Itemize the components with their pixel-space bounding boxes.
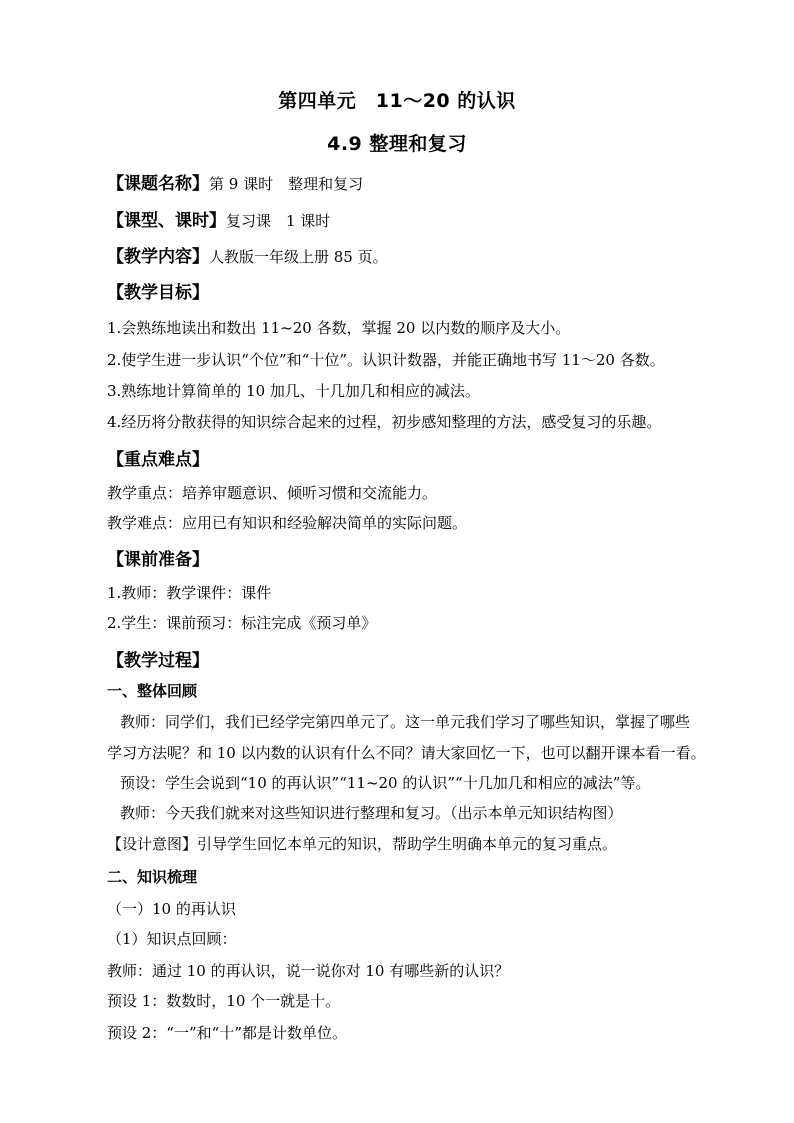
lesson-name-row bbox=[107, 173, 363, 195]
key-point-item: 教学难点：应用已有知识和经验解决简单的实际问题。 bbox=[107, 514, 468, 532]
lesson-title: 4.9 整理和复习 bbox=[327, 133, 467, 155]
paragraph-line: 教师：同学们，我们已经学完第四单元了。这一单元我们学习了哪些知识，掌握了哪些 bbox=[120, 713, 691, 731]
design-intent-row bbox=[107, 834, 617, 854]
goal-item: 2.使学生进一步认识“个位”和“十位”。认识计数器，并能正确地书写 11～20 各数。 bbox=[107, 351, 665, 369]
goals-label: 【教学目标】 bbox=[107, 283, 209, 303]
section-title: 一、整体回顾 bbox=[107, 682, 198, 700]
preparation-item: 2.学生：课前预习：标注完成《预习单》 bbox=[107, 614, 377, 632]
paragraph-line: 预设 2：“一”和“十”都是计数单位。 bbox=[107, 1024, 347, 1042]
teaching-content-value: 人教版一年级上册 85 页。 bbox=[209, 248, 388, 266]
process-label: 【教学过程】 bbox=[107, 651, 209, 671]
subsection-title: （1）知识点回顾： bbox=[107, 930, 237, 948]
paragraph-line: 教师：通过 10 的再认识，说一说你对 10 有哪些新的认识？ bbox=[107, 962, 510, 980]
goal-item: 3.熟练地计算简单的 10 加几、十几加几和相应的减法。 bbox=[107, 382, 480, 400]
design-intent-label: 【设计意图】 bbox=[107, 835, 198, 853]
lesson-name-label: 【课题名称】 bbox=[107, 174, 209, 194]
lesson-type-row bbox=[107, 210, 330, 232]
key-points-label: 【重点难点】 bbox=[107, 450, 209, 470]
design-intent-text: 引导学生回忆本单元的知识，帮助学生明确本单元的复习重点。 bbox=[197, 835, 618, 853]
section-title: 二、知识梳理 bbox=[107, 868, 198, 886]
goal-item: 4.经历将分散获得的知识综合起来的过程，初步感知整理的方法，感受复习的乐趣。 bbox=[107, 413, 662, 431]
lesson-type-label: 【课型、课时】 bbox=[107, 211, 226, 231]
goal-item: 1.会熟练地读出和数出 11~20 各数，掌握 20 以内数的顺序及大小。 bbox=[107, 319, 571, 337]
preparation-heading bbox=[107, 549, 209, 571]
subsection-title: （一）10 的再认识 bbox=[107, 900, 236, 918]
preparation-item: 1.教师：教学课件：课件 bbox=[107, 584, 272, 602]
teaching-content-row bbox=[107, 246, 388, 268]
lesson-name-value: 第 9 课时 整理和复习 bbox=[209, 175, 364, 193]
lesson-type-value: 复习课 1 课时 bbox=[226, 212, 331, 230]
preparation-label: 【课前准备】 bbox=[107, 550, 209, 570]
key-point-item: 教学重点：培养审题意识、倾听习惯和交流能力。 bbox=[107, 484, 438, 502]
process-heading bbox=[107, 650, 209, 672]
goals-heading bbox=[107, 282, 209, 304]
paragraph-line: 教师：今天我们就来对这些知识进行整理和复习。（出示本单元知识结构图） bbox=[120, 804, 623, 822]
paragraph-line: 预设 1：数数时，10 个一就是十。 bbox=[107, 992, 341, 1010]
teaching-content-label: 【教学内容】 bbox=[107, 247, 209, 267]
unit-title: 第四单元 11～20 的认识 bbox=[278, 90, 516, 112]
key-points-heading bbox=[107, 449, 209, 471]
paragraph-line: 预设：学生会说到“10 的再认识”“11~20 的认识”“十几加几和相应的减法”等。 bbox=[120, 774, 651, 792]
paragraph-line: 学习方法呢？和 10 以内数的认识有什么不同？请大家回忆一下，也可以翻开课本看一看。 bbox=[107, 744, 706, 762]
